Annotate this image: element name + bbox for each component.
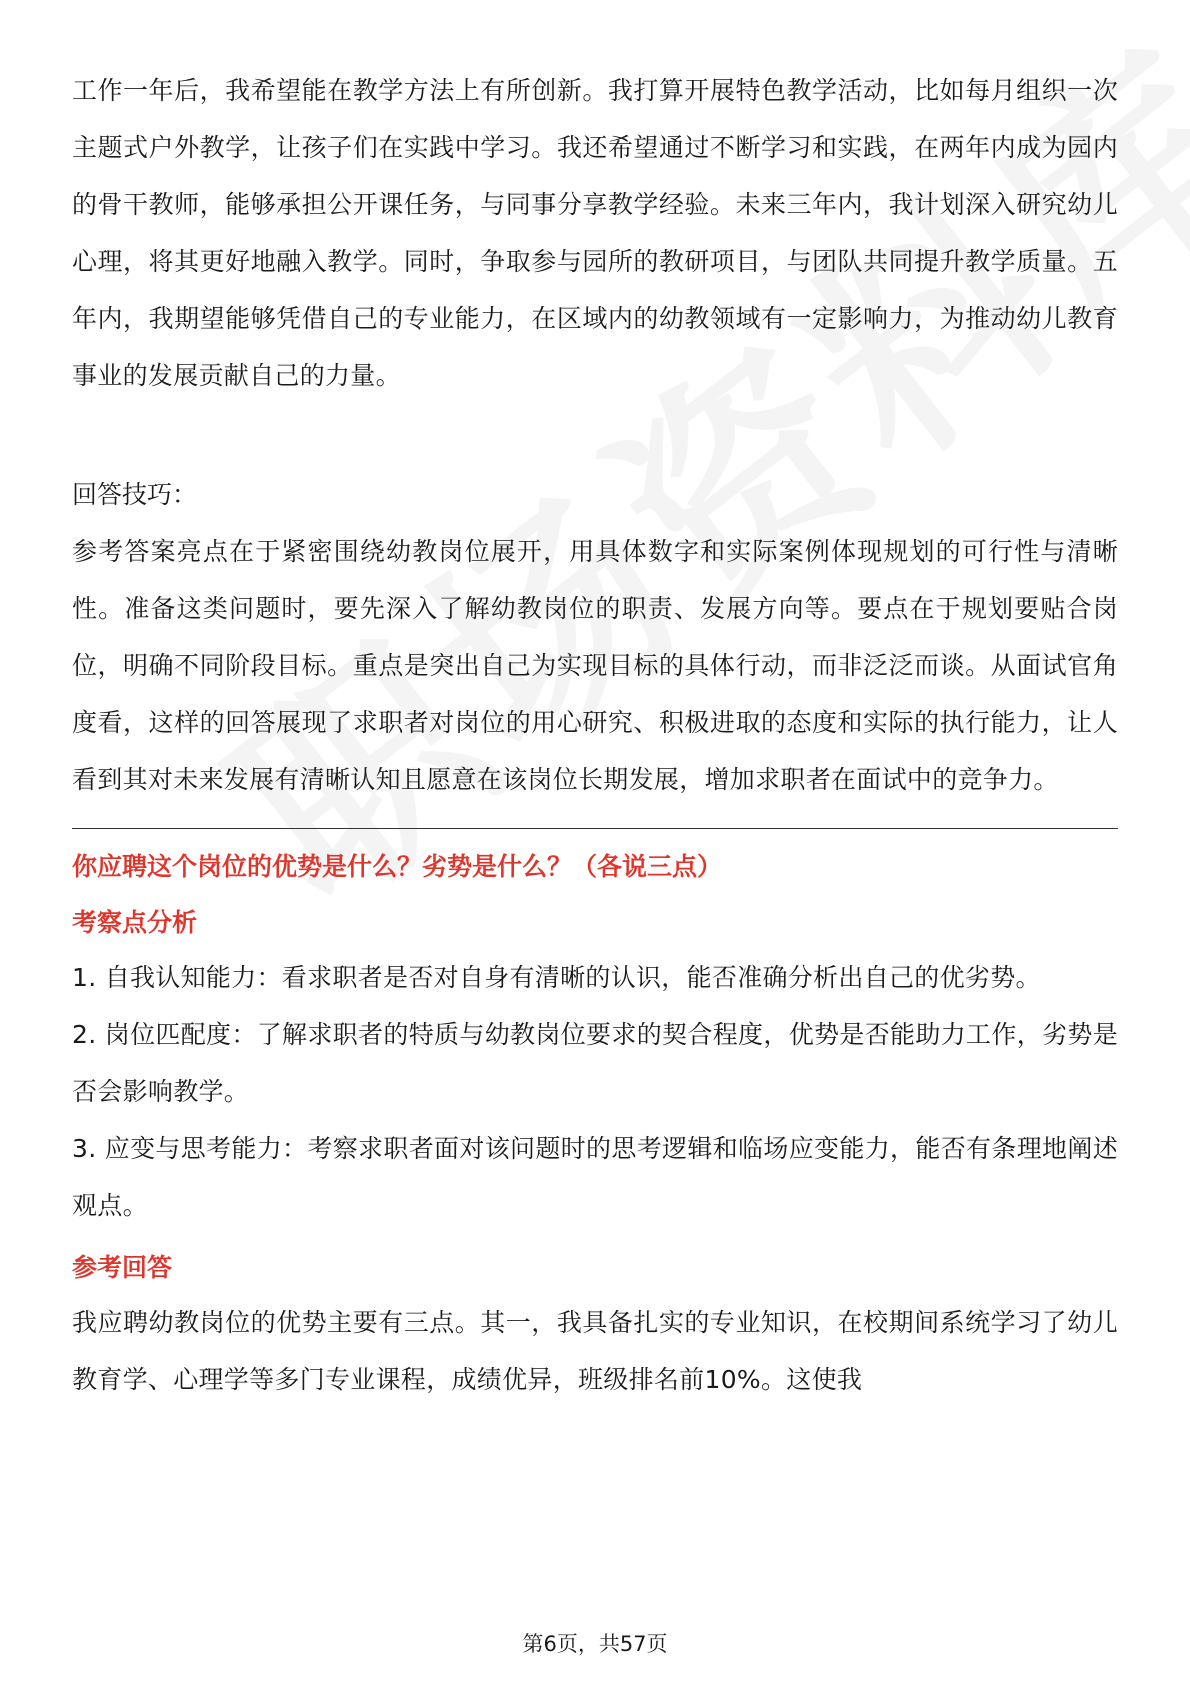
page-number-footer: 第6页，共57页 [522, 1632, 668, 1656]
analysis-heading: 考察点分析 [72, 908, 198, 937]
analysis-item-2: 2. 岗位匹配度：了解求职者的特质与幼教岗位要求的契合程度，优势是否能助力工作，劣势是否会影响教学。 [72, 1020, 1118, 1106]
question-title: 你应聘这个岗位的优势是什么？劣势是什么？（各说三点） [72, 852, 723, 881]
section-divider [72, 828, 1118, 829]
tips-label: 回答技巧： [72, 480, 198, 509]
intro-paragraph: 工作一年后，我希望能在教学方法上有所创新。我打算开展特色教学活动，比如每月组织一次主题式户外教学，让孩子们在实践中学习。我还希望通过不断学习和实践，在两年内成为园内的骨干教师，能够承担公开课任务，与同事分享教学经验。未来三年内，我计划深入研究幼儿心理，将其更好地融入教学。同时，争取参与园所的教研项目，与团队共同提升教学质量。五年内，我期望能够凭借自己的专业能力，在区域内的幼教领域有一定影响力，为推动幼儿教育事业的发展贡献自己的力量。 [72, 76, 1118, 390]
tips-paragraph: 参考答案亮点在于紧密围绕幼教岗位展开，用具体数字和实际案例体现规划的可行性与清晰性。准备这类问题时，要先深入了解幼教岗位的职责、发展方向等。要点在于规划要贴合岗位，明确不同阶段目标。重点是突出自己为实现目标的具体行动，而非泛泛而谈。从面试官角度看，这样的回答展现了求职者对岗位的用心研究、积极进取的态度和实际的执行能力，让人看到其对未来发展有清晰认知且愿意在该岗位长期发展，增加求职者在面试中的竞争力。 [72, 537, 1118, 794]
reference-paragraph: 我应聘幼教岗位的优势主要有三点。其一，我具备扎实的专业知识，在校期间系统学习了幼儿教育学、心理学等多门专业课程，成绩优异，班级排名前10%。这使我 [72, 1308, 1118, 1394]
analysis-item-1: 1. 自我认知能力：看求职者是否对自身有清晰的认识，能否准确分析出自己的优劣势。 [72, 963, 1041, 992]
document-page [72, 62, 1118, 1408]
spacer [72, 404, 1118, 466]
reference-heading: 参考回答 [72, 1253, 173, 1282]
analysis-item-3: 3. 应变与思考能力：考察求职者面对该问题时的思考逻辑和临场应变能力，能否有条理地阐述观点。 [72, 1134, 1118, 1220]
